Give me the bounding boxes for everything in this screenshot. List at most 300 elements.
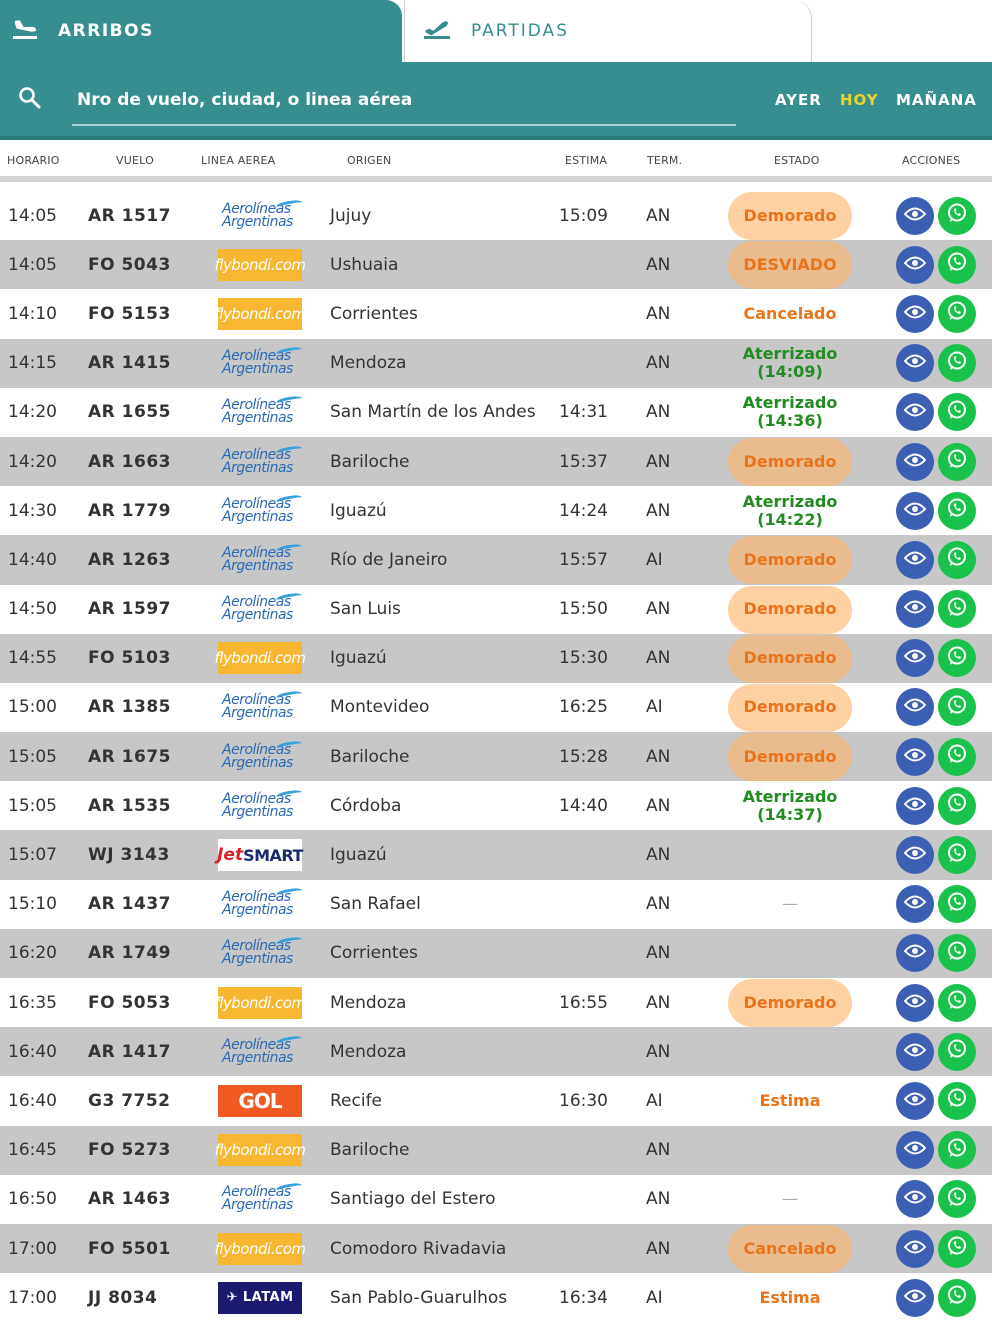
whatsapp-share-button[interactable] bbox=[938, 1180, 976, 1218]
view-details-button[interactable] bbox=[896, 787, 934, 825]
table-row bbox=[0, 486, 992, 535]
whatsapp-share-button[interactable] bbox=[938, 197, 976, 235]
row-actions bbox=[896, 535, 976, 584]
airline-logo-flybondi: flybondi.com bbox=[218, 249, 302, 281]
view-details-button[interactable] bbox=[896, 639, 934, 677]
flight-terminal: AN bbox=[646, 451, 671, 472]
status-badge bbox=[720, 1027, 860, 1076]
flight-terminal: AN bbox=[646, 1238, 671, 1259]
airline-logo-aerolineas: Aerolíneas Argentinas bbox=[218, 495, 302, 527]
whatsapp-share-button[interactable] bbox=[938, 246, 976, 284]
eye-icon bbox=[904, 1288, 926, 1308]
flight-terminal: AN bbox=[646, 500, 671, 521]
status-text: Demorado bbox=[743, 648, 837, 668]
status-text: Demorado bbox=[743, 549, 837, 569]
airline-cell bbox=[218, 732, 302, 781]
whatsapp-share-button[interactable] bbox=[938, 934, 976, 972]
col-airline[interactable]: LINEA AEREA bbox=[201, 154, 276, 167]
eye-icon bbox=[904, 747, 926, 767]
flight-terminal: AN bbox=[646, 1189, 671, 1210]
row-actions bbox=[896, 1224, 976, 1273]
row-actions bbox=[896, 634, 976, 683]
flights-table-body bbox=[0, 191, 992, 1322]
whatsapp-share-button[interactable] bbox=[938, 639, 976, 677]
airline-logo-aerolineas: Aerolíneas Argentinas bbox=[218, 937, 302, 969]
table-row bbox=[0, 1126, 992, 1175]
airline-cell bbox=[218, 1027, 302, 1076]
airline-cell bbox=[218, 929, 302, 978]
flight-time: 16:45 bbox=[8, 1140, 57, 1161]
airline-logo-jetsmart: Jet SMART bbox=[218, 839, 302, 871]
flight-estimate: 15:09 bbox=[559, 205, 608, 226]
status-badge bbox=[720, 1076, 860, 1125]
tab-arrivals-label: ARRIBOS bbox=[58, 21, 154, 41]
flight-number: FO 5501 bbox=[88, 1238, 171, 1259]
status-text: Estima bbox=[759, 1287, 821, 1307]
flight-terminal: AN bbox=[646, 845, 671, 866]
table-row bbox=[0, 1175, 992, 1224]
flight-number: FO 5053 bbox=[88, 992, 171, 1013]
airline-cell bbox=[214, 289, 306, 338]
flight-terminal: AN bbox=[646, 894, 671, 915]
row-actions bbox=[896, 388, 976, 437]
flight-origin: San Pablo-Guarulhos bbox=[330, 1287, 508, 1308]
eye-icon bbox=[904, 452, 926, 472]
whatsapp-icon bbox=[946, 1087, 968, 1114]
airline-cell bbox=[218, 683, 302, 732]
flight-number: AR 1675 bbox=[88, 746, 171, 767]
whatsapp-share-button[interactable] bbox=[938, 836, 976, 874]
flight-time: 14:15 bbox=[8, 353, 57, 374]
view-details-button[interactable] bbox=[896, 984, 934, 1022]
flight-number: AR 1663 bbox=[88, 451, 171, 472]
status-text: Demorado bbox=[743, 451, 837, 471]
status-badge bbox=[720, 191, 860, 240]
table-header bbox=[0, 140, 992, 182]
airline-cell bbox=[218, 437, 302, 486]
status-text: Aterrizado (14:09) bbox=[742, 344, 838, 382]
row-actions bbox=[896, 781, 976, 830]
flight-time: 15:05 bbox=[8, 746, 57, 767]
flight-terminal: AN bbox=[646, 1041, 671, 1062]
view-details-button[interactable] bbox=[896, 885, 934, 923]
flight-number: AR 1463 bbox=[88, 1189, 171, 1210]
flight-origin: Corrientes bbox=[330, 943, 418, 964]
whatsapp-share-button[interactable] bbox=[938, 393, 976, 431]
eye-icon bbox=[904, 1091, 926, 1111]
status-text: Demorado bbox=[743, 205, 837, 225]
table-row bbox=[0, 781, 992, 830]
col-estimate[interactable]: ESTIMA bbox=[565, 154, 608, 167]
tab-arrivals[interactable] bbox=[0, 0, 402, 62]
airline-logo-aerolineas: Aerolíneas Argentinas bbox=[218, 790, 302, 822]
airline-cell bbox=[218, 585, 302, 634]
status-badge bbox=[720, 437, 860, 486]
whatsapp-icon bbox=[946, 842, 968, 869]
table-row bbox=[0, 830, 992, 879]
airline-cell bbox=[218, 339, 302, 388]
col-flight[interactable]: VUELO bbox=[116, 154, 154, 167]
flight-terminal: AI bbox=[646, 549, 663, 570]
airline-logo-aerolineas: Aerolíneas Argentinas bbox=[218, 741, 302, 773]
row-actions bbox=[896, 929, 976, 978]
flight-time: 14:50 bbox=[8, 599, 57, 620]
status-text: — bbox=[782, 1189, 798, 1209]
status-text: Demorado bbox=[743, 746, 837, 766]
flight-origin: Córdoba bbox=[330, 795, 402, 816]
view-details-button[interactable] bbox=[896, 1082, 934, 1120]
col-origin[interactable]: ORIGEN bbox=[347, 154, 392, 167]
eye-icon bbox=[904, 501, 926, 521]
airline-logo-flybondi: flybondi.com bbox=[218, 987, 302, 1019]
whatsapp-icon bbox=[946, 1235, 968, 1262]
airline-cell bbox=[214, 240, 306, 289]
row-actions bbox=[896, 978, 976, 1027]
flight-time: 17:00 bbox=[8, 1287, 57, 1308]
status-badge bbox=[720, 683, 860, 732]
status-text: Estima bbox=[759, 1090, 821, 1110]
whatsapp-share-button[interactable] bbox=[938, 1279, 976, 1317]
status-text: Aterrizado (14:22) bbox=[742, 491, 838, 529]
status-badge bbox=[720, 486, 860, 535]
table-row bbox=[0, 683, 992, 732]
whatsapp-share-button[interactable] bbox=[938, 1131, 976, 1169]
plane-takeoff-icon bbox=[423, 18, 451, 44]
flight-terminal: AI bbox=[646, 1287, 663, 1308]
airline-logo-gol: GOL bbox=[218, 1085, 302, 1117]
eye-icon bbox=[904, 550, 926, 570]
eye-icon bbox=[904, 402, 926, 422]
flight-estimate: 16:30 bbox=[559, 1090, 608, 1111]
airline-logo-aerolineas: Aerolíneas Argentinas bbox=[218, 593, 302, 625]
airline-cell bbox=[214, 634, 306, 683]
flight-number: AR 1263 bbox=[88, 549, 171, 570]
flight-time: 14:05 bbox=[8, 254, 57, 275]
row-actions bbox=[896, 437, 976, 486]
airline-cell bbox=[218, 486, 302, 535]
whatsapp-share-button[interactable] bbox=[938, 590, 976, 628]
flight-time: 16:50 bbox=[8, 1189, 57, 1210]
status-badge bbox=[720, 1224, 860, 1273]
flight-time: 14:30 bbox=[8, 500, 57, 521]
flight-estimate: 15:28 bbox=[559, 746, 608, 767]
airline-cell bbox=[218, 830, 302, 879]
whatsapp-share-button[interactable] bbox=[938, 984, 976, 1022]
whatsapp-icon bbox=[946, 1038, 968, 1065]
whatsapp-share-button[interactable] bbox=[938, 295, 976, 333]
tab-departures-label: PARTIDAS bbox=[471, 21, 569, 41]
flight-estimate: 15:50 bbox=[559, 599, 608, 620]
view-details-button[interactable] bbox=[896, 246, 934, 284]
whatsapp-share-button[interactable] bbox=[938, 541, 976, 579]
flight-origin: Ushuaia bbox=[330, 254, 399, 275]
view-details-button[interactable] bbox=[896, 590, 934, 628]
status-text: DESVIADO bbox=[743, 254, 837, 274]
flight-origin: San Rafael bbox=[330, 894, 421, 915]
view-details-button[interactable] bbox=[896, 344, 934, 382]
table-row bbox=[0, 437, 992, 486]
view-details-button[interactable] bbox=[896, 197, 934, 235]
whatsapp-icon bbox=[946, 694, 968, 721]
flight-number: JJ 8034 bbox=[88, 1287, 158, 1308]
view-details-button[interactable] bbox=[896, 836, 934, 874]
flight-number: AR 1437 bbox=[88, 894, 171, 915]
status-badge bbox=[720, 880, 860, 929]
table-row bbox=[0, 585, 992, 634]
view-details-button[interactable] bbox=[896, 492, 934, 530]
eye-icon bbox=[904, 353, 926, 373]
col-terminal[interactable]: TERM. bbox=[647, 154, 683, 167]
flight-number: AR 1517 bbox=[88, 205, 171, 226]
flight-time: 15:05 bbox=[8, 795, 57, 816]
table-row bbox=[0, 929, 992, 978]
table-row bbox=[0, 1273, 992, 1322]
eye-icon bbox=[904, 845, 926, 865]
status-badge bbox=[720, 535, 860, 584]
view-details-button[interactable] bbox=[896, 738, 934, 776]
whatsapp-icon bbox=[946, 202, 968, 229]
flight-estimate: 15:57 bbox=[559, 549, 608, 570]
airline-cell bbox=[218, 535, 302, 584]
flight-number: AR 1385 bbox=[88, 697, 171, 718]
airline-cell bbox=[214, 1126, 306, 1175]
view-details-button[interactable] bbox=[896, 934, 934, 972]
airline-cell bbox=[218, 191, 302, 240]
status-text: Cancelado bbox=[743, 1238, 837, 1258]
eye-icon bbox=[904, 599, 926, 619]
whatsapp-icon bbox=[946, 743, 968, 770]
eye-icon bbox=[904, 943, 926, 963]
flight-terminal: AN bbox=[646, 1140, 671, 1161]
tab-departures[interactable] bbox=[404, 0, 812, 62]
whatsapp-icon bbox=[946, 596, 968, 623]
col-time[interactable]: HORARIO bbox=[7, 154, 60, 167]
day-tomorrow[interactable]: MAÑANA bbox=[896, 91, 977, 109]
eye-icon bbox=[904, 894, 926, 914]
table-row bbox=[0, 535, 992, 584]
whatsapp-icon bbox=[946, 546, 968, 573]
table-row bbox=[0, 388, 992, 437]
airline-cell bbox=[214, 1224, 306, 1273]
flight-number: AR 1597 bbox=[88, 599, 171, 620]
eye-icon bbox=[904, 993, 926, 1013]
table-row bbox=[0, 1027, 992, 1076]
airline-cell bbox=[218, 1273, 302, 1322]
whatsapp-icon bbox=[946, 350, 968, 377]
airline-logo-aerolineas: Aerolíneas Argentinas bbox=[218, 691, 302, 723]
row-actions bbox=[896, 1076, 976, 1125]
flight-number: FO 5273 bbox=[88, 1140, 171, 1161]
flight-number: AR 1749 bbox=[88, 943, 171, 964]
table-row bbox=[0, 1224, 992, 1273]
row-actions bbox=[896, 486, 976, 535]
view-details-button[interactable] bbox=[896, 1131, 934, 1169]
airline-cell bbox=[218, 1175, 302, 1224]
whatsapp-share-button[interactable] bbox=[938, 492, 976, 530]
flight-origin: Mendoza bbox=[330, 353, 407, 374]
flight-origin: San Martín de los Andes bbox=[330, 402, 536, 423]
flight-origin: Recife bbox=[330, 1090, 383, 1111]
flight-terminal: AN bbox=[646, 943, 671, 964]
table-row bbox=[0, 1076, 992, 1125]
status-text: — bbox=[782, 894, 798, 914]
row-actions bbox=[896, 240, 976, 289]
status-text: Aterrizado (14:37) bbox=[742, 786, 838, 824]
table-row bbox=[0, 880, 992, 929]
flight-terminal: AN bbox=[646, 599, 671, 620]
eye-icon bbox=[904, 697, 926, 717]
view-details-button[interactable] bbox=[896, 1279, 934, 1317]
flight-origin: Mendoza bbox=[330, 1041, 407, 1062]
search-input[interactable] bbox=[72, 82, 736, 118]
view-details-button[interactable] bbox=[896, 393, 934, 431]
flight-number: FO 5103 bbox=[88, 648, 171, 669]
col-status[interactable]: ESTADO bbox=[774, 154, 820, 167]
whatsapp-share-button[interactable] bbox=[938, 688, 976, 726]
table-row bbox=[0, 339, 992, 388]
flight-terminal: AN bbox=[646, 303, 671, 324]
whatsapp-icon bbox=[946, 251, 968, 278]
row-actions bbox=[896, 289, 976, 338]
whatsapp-share-button[interactable] bbox=[938, 787, 976, 825]
status-badge bbox=[720, 781, 860, 830]
flight-time: 16:35 bbox=[8, 992, 57, 1013]
flight-origin: San Luis bbox=[330, 599, 401, 620]
search-field bbox=[72, 82, 736, 126]
table-row bbox=[0, 732, 992, 781]
day-yesterday[interactable]: AYER bbox=[775, 91, 822, 109]
whatsapp-share-button[interactable] bbox=[938, 1230, 976, 1268]
flight-time: 14:05 bbox=[8, 205, 57, 226]
flight-terminal: AI bbox=[646, 697, 663, 718]
flight-terminal: AN bbox=[646, 795, 671, 816]
flight-time: 14:20 bbox=[8, 402, 57, 423]
row-actions bbox=[896, 585, 976, 634]
flight-origin: Bariloche bbox=[330, 1140, 410, 1161]
flight-origin: Iguazú bbox=[330, 500, 387, 521]
airline-logo-aerolineas: Aerolíneas Argentinas bbox=[218, 347, 302, 379]
status-badge bbox=[720, 634, 860, 683]
status-badge bbox=[720, 978, 860, 1027]
airline-logo-aerolineas: Aerolíneas Argentinas bbox=[218, 544, 302, 576]
flight-origin: Río de Janeiro bbox=[330, 549, 448, 570]
whatsapp-icon bbox=[946, 448, 968, 475]
flight-origin: Bariloche bbox=[330, 451, 410, 472]
whatsapp-share-button[interactable] bbox=[938, 344, 976, 382]
flight-time: 16:40 bbox=[8, 1041, 57, 1062]
flight-terminal: AI bbox=[646, 1090, 663, 1111]
eye-icon bbox=[904, 1189, 926, 1209]
view-details-button[interactable] bbox=[896, 443, 934, 481]
status-text: Cancelado bbox=[743, 303, 837, 323]
flight-time: 14:55 bbox=[8, 648, 57, 669]
status-badge bbox=[720, 732, 860, 781]
airline-cell bbox=[214, 978, 306, 1027]
status-badge bbox=[720, 1273, 860, 1322]
flight-origin: Santiago del Estero bbox=[330, 1189, 496, 1210]
status-text: Demorado bbox=[743, 599, 837, 619]
airline-logo-aerolineas: Aerolíneas Argentinas bbox=[218, 1183, 302, 1215]
flight-origin: Mendoza bbox=[330, 992, 407, 1013]
row-actions bbox=[896, 1027, 976, 1076]
flight-time: 15:10 bbox=[8, 894, 57, 915]
view-details-button[interactable] bbox=[896, 541, 934, 579]
status-text: Aterrizado (14:36) bbox=[742, 393, 838, 431]
whatsapp-icon bbox=[946, 497, 968, 524]
flight-number: AR 1415 bbox=[88, 353, 171, 374]
table-row bbox=[0, 289, 992, 338]
row-actions bbox=[896, 339, 976, 388]
view-details-button[interactable] bbox=[896, 688, 934, 726]
flight-estimate: 14:40 bbox=[559, 795, 608, 816]
flight-estimate: 16:34 bbox=[559, 1287, 608, 1308]
whatsapp-icon bbox=[946, 989, 968, 1016]
table-row bbox=[0, 240, 992, 289]
whatsapp-icon bbox=[946, 792, 968, 819]
view-details-button[interactable] bbox=[896, 295, 934, 333]
airline-cell bbox=[218, 781, 302, 830]
eye-icon bbox=[904, 796, 926, 816]
col-actions: ACCIONES bbox=[902, 154, 961, 167]
flight-estimate: 16:25 bbox=[559, 697, 608, 718]
status-text: Demorado bbox=[743, 697, 837, 717]
whatsapp-icon bbox=[946, 1137, 968, 1164]
flight-origin: Jujuy bbox=[330, 205, 372, 226]
plane-landing-icon bbox=[12, 18, 38, 44]
day-today[interactable]: HOY bbox=[840, 91, 879, 109]
flight-terminal: AN bbox=[646, 254, 671, 275]
whatsapp-icon bbox=[946, 1186, 968, 1213]
whatsapp-share-button[interactable] bbox=[938, 885, 976, 923]
eye-icon bbox=[904, 1239, 926, 1259]
flight-estimate: 14:24 bbox=[559, 500, 608, 521]
airline-logo-latam: ✈ LATAM bbox=[218, 1282, 302, 1314]
flight-number: AR 1779 bbox=[88, 500, 171, 521]
flight-number: FO 5153 bbox=[88, 303, 171, 324]
search-icon[interactable] bbox=[18, 86, 42, 114]
whatsapp-icon bbox=[946, 940, 968, 967]
status-badge bbox=[720, 1175, 860, 1224]
whatsapp-share-button[interactable] bbox=[938, 1033, 976, 1071]
row-actions bbox=[896, 1126, 976, 1175]
view-details-button[interactable] bbox=[896, 1230, 934, 1268]
flight-origin: Bariloche bbox=[330, 746, 410, 767]
whatsapp-share-button[interactable] bbox=[938, 443, 976, 481]
whatsapp-share-button[interactable] bbox=[938, 1082, 976, 1120]
view-details-button[interactable] bbox=[896, 1033, 934, 1071]
status-badge bbox=[720, 240, 860, 289]
flight-number: AR 1417 bbox=[88, 1041, 171, 1062]
flight-time: 17:00 bbox=[8, 1238, 57, 1259]
airline-logo-flybondi: flybondi.com bbox=[218, 642, 302, 674]
status-badge bbox=[720, 929, 860, 978]
row-actions bbox=[896, 732, 976, 781]
airline-logo-aerolineas: Aerolíneas Argentinas bbox=[218, 200, 302, 232]
airline-logo-aerolineas: Aerolíneas Argentinas bbox=[218, 396, 302, 428]
view-details-button[interactable] bbox=[896, 1180, 934, 1218]
flight-time: 16:20 bbox=[8, 943, 57, 964]
flight-terminal: AN bbox=[646, 992, 671, 1013]
airline-logo-aerolineas: Aerolíneas Argentinas bbox=[218, 446, 302, 478]
eye-icon bbox=[904, 648, 926, 668]
row-actions bbox=[896, 1273, 976, 1322]
whatsapp-share-button[interactable] bbox=[938, 738, 976, 776]
flight-number: AR 1655 bbox=[88, 402, 171, 423]
flight-terminal: AN bbox=[646, 648, 671, 669]
flight-number: AR 1535 bbox=[88, 795, 171, 816]
flight-terminal: AN bbox=[646, 205, 671, 226]
table-row bbox=[0, 978, 992, 1027]
